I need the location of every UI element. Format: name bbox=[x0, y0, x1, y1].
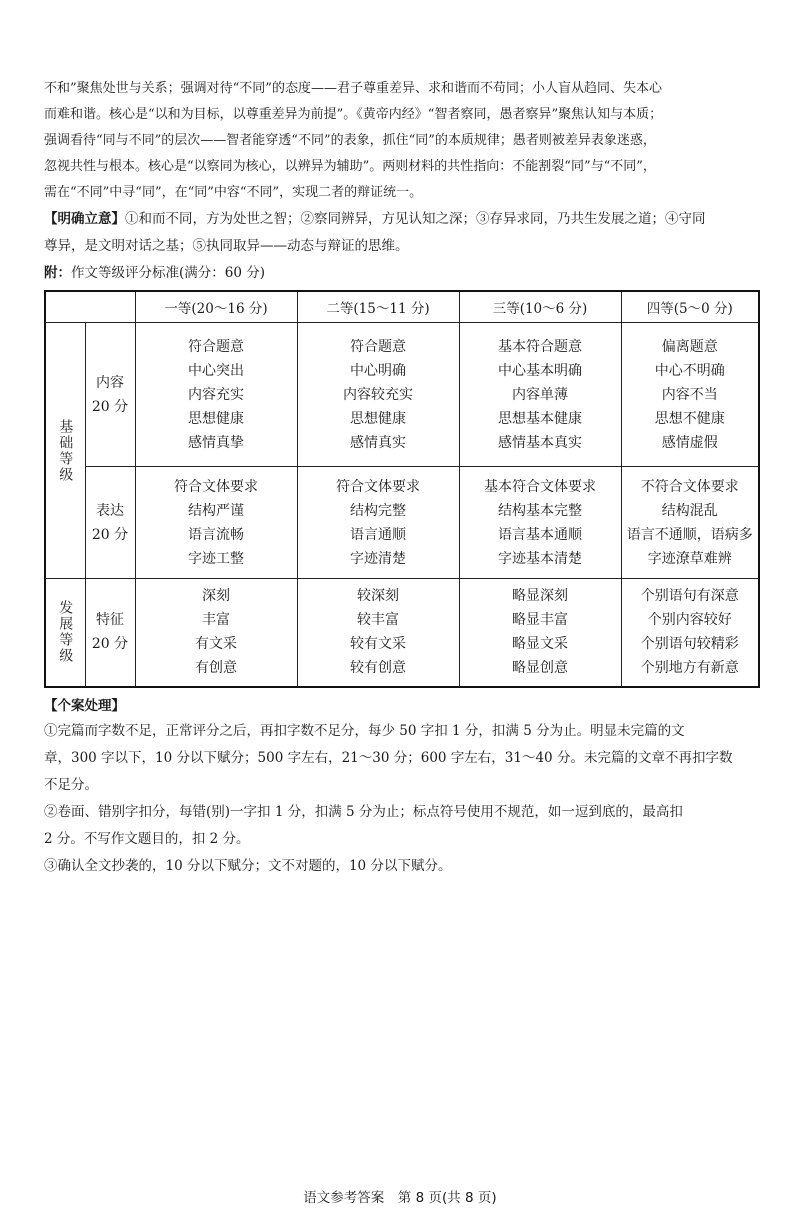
criterion-text: 略显深刻 bbox=[512, 588, 568, 605]
cell-expression-grade-2 bbox=[297, 467, 459, 579]
cell-expression-grade-4 bbox=[621, 467, 759, 579]
criterion-text: 较丰富 bbox=[357, 612, 399, 629]
criterion-text: 符合文体要求 bbox=[336, 478, 420, 495]
criterion-text: 语言不通顺，语病多 bbox=[626, 526, 753, 543]
theme-text-2: 尊异，是文明对话之基；⑤执同取异——动态与辩证的思维。 bbox=[44, 238, 409, 254]
criterion-text: 有创意 bbox=[195, 660, 237, 677]
cell-feature-grade-2 bbox=[297, 579, 459, 687]
criterion-text: 个别地方有新意 bbox=[640, 660, 739, 677]
table-row-content bbox=[45, 323, 759, 467]
group-develop bbox=[45, 579, 85, 687]
cell-content-grade-3 bbox=[459, 323, 621, 467]
intro-line: 强调看待“同与不同”的层次——智者能穿透“不同”的表象，抓住“同”的本质规律；愚者则被差异表象迷惑， bbox=[44, 133, 656, 148]
page-footer: 语文参考答案 第 8 页(共 8 页) bbox=[303, 1190, 497, 1206]
criterion-text: 个别内容较好 bbox=[647, 612, 732, 629]
cell-expression-grade-3 bbox=[459, 467, 621, 579]
cell-content-grade-2 bbox=[297, 323, 459, 467]
criterion-text: 基本符合文体要求 bbox=[484, 478, 596, 495]
page-content bbox=[44, 76, 760, 880]
case-line: ③确认全文抄袭的，10 分以下赋分；文不对题的，10 分以下赋分。 bbox=[44, 857, 452, 874]
cell-expression-grade-1 bbox=[135, 467, 297, 579]
criterion-text: 符合题意 bbox=[188, 338, 244, 355]
criterion-text: 略显创意 bbox=[512, 660, 568, 677]
table-row-feature bbox=[45, 579, 759, 687]
criterion-text: 中心基本明确 bbox=[498, 362, 582, 379]
theme-section bbox=[44, 206, 760, 260]
criterion-text: 字迹潦草难辨 bbox=[647, 550, 732, 567]
theme-text-1: ①和而不同，方为处世之智；②察同辨异，方见认知之深；③存异求同，乃共生发展之道；④守同 bbox=[125, 211, 706, 227]
criterion-text: 感情真实 bbox=[350, 434, 406, 451]
criterion-text: 思想健康 bbox=[188, 410, 244, 427]
table-row-expression bbox=[45, 467, 759, 579]
criterion-text: 略显文采 bbox=[512, 636, 568, 653]
criterion-text: 中心突出 bbox=[188, 362, 244, 379]
case-line: ①完篇而字数不足，正常评分之后，再扣字数不足分，每少 50 字扣 1 分，扣满 5 分为止。明显未完篇的文 bbox=[44, 722, 685, 739]
group-develop-label: 发展等级 bbox=[57, 600, 74, 665]
criterion-text: 结构完整 bbox=[350, 502, 406, 519]
case-line: 2 分。不写作文题目的，扣 2 分。 bbox=[44, 830, 250, 847]
case-line: ②卷面、错别字扣分，每错(别)一字扣 1 分，扣满 5 分为止；标点符号使用不规范，如一逗到底的，最高扣 bbox=[44, 803, 683, 820]
criterion-text: 符合文体要求 bbox=[174, 478, 258, 495]
appendix-title bbox=[44, 260, 760, 286]
grading-table bbox=[44, 290, 760, 688]
criterion-text: 略显丰富 bbox=[512, 612, 568, 629]
row-name: 表达 bbox=[96, 502, 124, 519]
criterion-text: 思想基本健康 bbox=[498, 410, 582, 427]
intro-line: 不和”聚焦处世与关系；强调对待“不同”的态度——君子尊重差异、求和谐而不苟同；小人盲从趋同、失本心 bbox=[44, 81, 662, 96]
header-blank bbox=[45, 291, 135, 323]
row-label-content bbox=[85, 323, 135, 467]
criterion-text: 字迹工整 bbox=[188, 550, 244, 567]
criterion-text: 内容较充实 bbox=[343, 386, 413, 403]
criterion-text: 感情真挚 bbox=[188, 434, 244, 451]
cell-content-grade-4 bbox=[621, 323, 759, 467]
theme-label: 【明确立意】 bbox=[44, 211, 125, 227]
criterion-text: 语言流畅 bbox=[188, 526, 244, 543]
criterion-text: 较有文采 bbox=[350, 636, 406, 653]
case-title: 【个案处理】 bbox=[44, 697, 125, 714]
row-score: 20 分 bbox=[91, 636, 129, 653]
criterion-text: 较深刻 bbox=[357, 588, 399, 605]
criterion-text: 偏离题意 bbox=[661, 338, 718, 355]
criterion-text: 丰富 bbox=[202, 612, 230, 629]
row-score: 20 分 bbox=[91, 526, 129, 543]
row-name: 内容 bbox=[96, 374, 124, 391]
criterion-text: 不符合文体要求 bbox=[640, 478, 739, 495]
criterion-text: 内容充实 bbox=[188, 386, 244, 403]
intro-line: 忽视共性与根本。核心是“以察同为核心，以辨异为辅助”。两则材料的共性指向：不能割裂“同”与“不同”， bbox=[44, 159, 656, 174]
group-basic bbox=[45, 323, 85, 579]
header-grade-1: 一等(20～16 分) bbox=[135, 291, 297, 323]
criterion-text: 字迹基本清楚 bbox=[498, 550, 582, 567]
criterion-text: 基本符合题意 bbox=[498, 338, 582, 355]
criterion-text: 感情虚假 bbox=[661, 434, 718, 451]
cell-content-grade-1 bbox=[135, 323, 297, 467]
case-line: 不足分。 bbox=[44, 776, 98, 793]
row-label-feature bbox=[85, 579, 135, 687]
criterion-text: 内容不当 bbox=[661, 386, 718, 403]
case-line: 章，300 字以下，10 分以下赋分；500 字左右，21～30 分；600 字左右，31～40 分。未完篇的文章不再扣字数 bbox=[44, 749, 733, 766]
criterion-text: 深刻 bbox=[202, 588, 230, 605]
criterion-text: 有文采 bbox=[195, 636, 237, 653]
criterion-text: 中心不明确 bbox=[654, 362, 725, 379]
row-label-expression bbox=[85, 467, 135, 579]
cell-feature-grade-3 bbox=[459, 579, 621, 687]
row-score: 20 分 bbox=[91, 398, 129, 415]
criterion-text: 中心明确 bbox=[350, 362, 406, 379]
header-grade-4: 四等(5～0 分) bbox=[621, 291, 759, 323]
criterion-text: 思想健康 bbox=[350, 410, 406, 427]
intro-line: 而难和谐。核心是“以和为目标，以尊重差异为前提”。《黄帝内经》“智者察同，愚者察异”聚焦认知与本质； bbox=[44, 107, 663, 122]
criterion-text: 结构混乱 bbox=[661, 502, 718, 519]
appendix-text: 作文等级评分标准(满分：60 分) bbox=[71, 265, 266, 281]
cell-feature-grade-1 bbox=[135, 579, 297, 687]
criterion-text: 结构基本完整 bbox=[498, 502, 582, 519]
header-grade-2: 二等(15～11 分) bbox=[297, 291, 459, 323]
table-header-row bbox=[45, 291, 759, 323]
criterion-text: 较有创意 bbox=[350, 660, 406, 677]
criterion-text: 感情基本真实 bbox=[498, 434, 582, 451]
criterion-text: 个别语句较精彩 bbox=[640, 636, 739, 653]
intro-paragraph bbox=[44, 76, 760, 206]
criterion-text: 结构严谨 bbox=[188, 502, 244, 519]
group-basic-label: 基础等级 bbox=[57, 418, 74, 483]
criterion-text: 语言基本通顺 bbox=[498, 526, 582, 543]
criterion-text: 内容单薄 bbox=[512, 386, 568, 403]
intro-line: 需在“不同”中寻“同”，在“同”中容“不同”，实现二者的辩证统一。 bbox=[44, 185, 423, 200]
criterion-text: 思想不健康 bbox=[654, 410, 725, 427]
criterion-text: 字迹清楚 bbox=[350, 550, 406, 567]
criterion-text: 语言通顺 bbox=[350, 526, 406, 543]
header-grade-3: 三等(10～6 分) bbox=[459, 291, 621, 323]
appendix-label: 附： bbox=[44, 265, 71, 281]
criterion-text: 符合题意 bbox=[350, 338, 406, 355]
row-name: 特征 bbox=[96, 612, 124, 629]
case-section bbox=[44, 718, 760, 880]
cell-feature-grade-4 bbox=[621, 579, 759, 687]
criterion-text: 个别语句有深意 bbox=[640, 588, 739, 605]
